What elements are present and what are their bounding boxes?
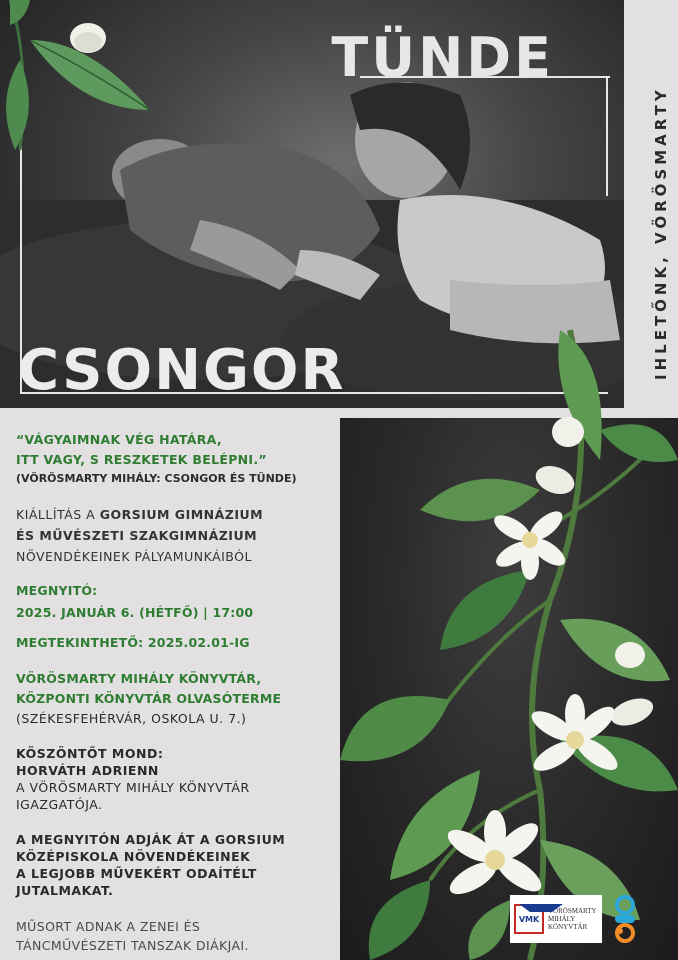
venue-line-2: KÖZPONTI KÖNYVTÁR OLVASÓTERME [16, 691, 282, 706]
opening-label: MEGNYITÓ: [16, 583, 98, 598]
quote-line-1: “VÁGYAIMNAK VÉG HATÁRA, [16, 432, 222, 447]
top-left-flower-leaf-icon [0, 0, 160, 160]
library-logo [510, 895, 602, 943]
library-logo-line-3: KÖNYVTÁR [548, 923, 588, 931]
greeting-role-line-2: IGAZGATÓJA. [16, 797, 103, 812]
awards-block [16, 831, 336, 899]
quote-line-2: ITT VAGY, S RESZKETEK BELÉPNI.” [16, 452, 267, 467]
program-block [16, 917, 336, 955]
program-line-2: TÁNCMŰVÉSZETI TANSZAK DIÁKJAI. [16, 938, 249, 953]
opening-date: 2025. JANUÁR 6. (HÉTFŐ) | 17:00 [16, 605, 254, 620]
orange-blossom-plant-illustration [300, 320, 678, 960]
photo-frame-right-line [606, 76, 608, 196]
side-vertical-text: IHLETŐNK, VÖRÖSMARTY [652, 86, 670, 380]
exhibition-suffix: NÖVENDÉKEINEK PÁLYAMUNKÁIBÓL [16, 549, 252, 564]
awards-line-4: JUTALMAKAT. [16, 883, 114, 898]
vmk-abbr: VMK [518, 914, 540, 924]
awards-line-1: A MEGNYITÓN ADJÁK ÁT A GORSIUM [16, 832, 286, 847]
quote-block [16, 430, 336, 470]
greeting-name: HORVÁTH ADRIENN [16, 763, 159, 778]
venue-block [16, 669, 336, 729]
exhibition-school-line-1: GORSIUM GIMNÁZIUM [99, 507, 264, 522]
title-csongor: CSONGOR [18, 338, 346, 403]
greeting-block [16, 745, 336, 813]
exhibition-description [16, 504, 336, 567]
gorsium-school-logo-icon [610, 895, 640, 943]
exhibition-prefix: KIÁLLÍTÁS A [16, 507, 100, 522]
awards-line-2: KÖZÉPISKOLA NÖVENDÉKEINEK [16, 849, 251, 864]
library-logo-line-2: MIHÁLY [548, 915, 576, 923]
program-line-1: MŰSORT ADNAK A ZENEI ÉS [16, 919, 201, 934]
greeting-role-line-1: A VÖRÖSMARTY MIHÁLY KÖNYVTÁR [16, 780, 250, 795]
venue-address: (SZÉKESFEHÉRVÁR, OSKOLA U. 7.) [16, 711, 247, 726]
greeting-label: KÖSZÖNTŐT MOND: [16, 746, 164, 761]
library-logo-line-1: VÖRÖSMARTY [548, 907, 597, 915]
vmk-logo-icon [514, 904, 544, 934]
exhibition-school-line-2: ÉS MŰVÉSZETI SZAKGIMNÁZIUM [16, 528, 258, 543]
quote-source: (VÖRÖSMARTY MIHÁLY: CSONGOR ÉS TÜNDE) [16, 472, 297, 485]
event-details [16, 430, 336, 955]
awards-line-3: A LEGJOBB MŰVEKÉRT ODAÍTÉLT [16, 866, 257, 881]
logos [510, 895, 640, 943]
viewable-until: MEGTEKINTHETŐ: 2025.02.01-IG [16, 635, 250, 650]
venue-line-1: VÖRÖSMARTY MIHÁLY KÖNYVTÁR, [16, 671, 262, 686]
title-tunde: TÜNDE [331, 26, 554, 89]
opening-block [16, 581, 336, 653]
